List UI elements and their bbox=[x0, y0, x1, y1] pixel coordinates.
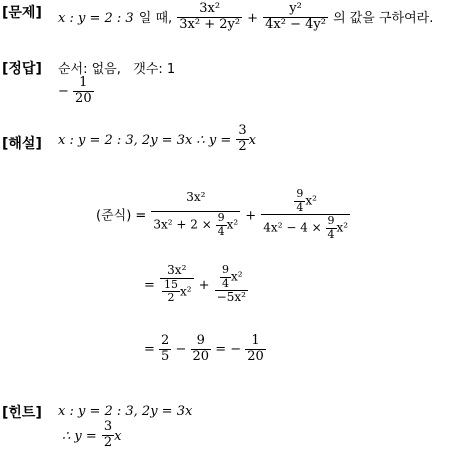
answer-sign: − bbox=[58, 83, 69, 99]
problem-f2-den: 4x² − 4y² bbox=[265, 16, 326, 32]
step2-plus: + bbox=[198, 278, 210, 294]
answer-order: 순서: 없음, bbox=[58, 62, 121, 77]
step2-f1-den-frac: $\frac{15}{2}$ bbox=[164, 277, 178, 305]
answer-value bbox=[58, 76, 94, 107]
step1-f1-den: 3x² + 2 × $\frac{9}{4}$ x² bbox=[153, 211, 239, 238]
step1-f1-den-frac: $\frac{9}{4}$ bbox=[217, 211, 225, 238]
step3-fraction-b: $\frac{9}{20}$ bbox=[192, 333, 210, 364]
step1-f1-num: 3x² bbox=[151, 191, 240, 212]
problem-ask: 의 값을 구하여라. bbox=[333, 10, 434, 26]
problem-f2-num: y² bbox=[263, 2, 328, 18]
explanation-frac-den: 2 bbox=[238, 138, 247, 154]
step2-f2-num: $\frac{9}{4}$ x² bbox=[215, 264, 248, 291]
explanation-line1 bbox=[58, 124, 256, 155]
derivation-step-2 bbox=[144, 264, 248, 305]
problem-label: [문제] bbox=[2, 5, 42, 21]
step3-fraction-c: $\frac{1}{20}$ bbox=[247, 333, 264, 364]
step3-eq-neg: = − bbox=[215, 341, 242, 357]
step2-fraction-1 bbox=[160, 264, 194, 305]
step3-eq: = bbox=[144, 341, 155, 357]
problem-f1-num: 3x² bbox=[177, 2, 242, 18]
step2-eq: = bbox=[144, 278, 155, 294]
explanation-frac-num: 3 bbox=[238, 123, 247, 138]
step1-fraction-1 bbox=[151, 191, 240, 238]
derivation-step-3 bbox=[144, 334, 266, 365]
step2-f2-num-frac: $\frac{9}{4}$ bbox=[222, 263, 230, 290]
explanation-fraction bbox=[236, 124, 248, 155]
derivation-step-1 bbox=[96, 188, 350, 242]
step1-f2-den-frac: $\frac{9}{4}$ bbox=[327, 214, 335, 241]
problem-fraction-1 bbox=[177, 2, 242, 33]
answer-count: 갯수: 1 bbox=[133, 62, 176, 77]
answer-fraction bbox=[73, 76, 94, 107]
answer-meta bbox=[58, 58, 175, 77]
hint-fraction: $\frac{3}{2}$ bbox=[103, 419, 113, 450]
hint-label: [힌트] bbox=[2, 405, 42, 421]
answer-den: 20 bbox=[75, 90, 92, 106]
step3-minus: − bbox=[175, 341, 187, 357]
problem-f1-den: 3x² + 2y² bbox=[179, 16, 241, 32]
step1-f2-den: 4x² − 4 × $\frac{9}{4}$ x² bbox=[263, 214, 349, 241]
answer-label: [정답] bbox=[2, 61, 42, 77]
step2-f2-den: −5x² bbox=[216, 290, 246, 305]
step1-fraction-2 bbox=[261, 188, 350, 242]
explanation-text: x : y = 2 : 3, 2y = 3x ∴ y = bbox=[58, 132, 232, 148]
step3-fraction-a: $\frac{2}{5}$ bbox=[161, 333, 170, 364]
explanation-label: [해설] bbox=[2, 136, 42, 152]
problem-plus: + bbox=[247, 10, 259, 26]
explanation-var: x bbox=[248, 132, 256, 148]
answer-num: 1 bbox=[73, 76, 94, 92]
hint-line2 bbox=[62, 420, 122, 451]
hint-line1: x : y = 2 : 3, 2y = 3x bbox=[58, 404, 193, 419]
hint-therefore: ∴ y = bbox=[62, 428, 97, 444]
step1-f2-num: $\frac{9}{4}$ x² bbox=[261, 188, 350, 215]
problem-statement bbox=[58, 2, 433, 33]
step1-f2-num-frac: $\frac{9}{4}$ bbox=[296, 187, 304, 214]
problem-fraction-2 bbox=[263, 2, 328, 33]
hint-var: x bbox=[114, 428, 122, 444]
step1-plus: + bbox=[245, 208, 257, 224]
step2-f1-den: $\frac{15}{2}$ x² bbox=[164, 277, 192, 305]
problem-when: 일 때, bbox=[138, 10, 173, 26]
step2-fraction-2 bbox=[215, 264, 248, 305]
given-expr: (준식) = bbox=[96, 208, 147, 224]
step2-f1-num: 3x² bbox=[160, 264, 194, 279]
problem-ratio: x : y = 2 : 3 bbox=[58, 10, 134, 26]
